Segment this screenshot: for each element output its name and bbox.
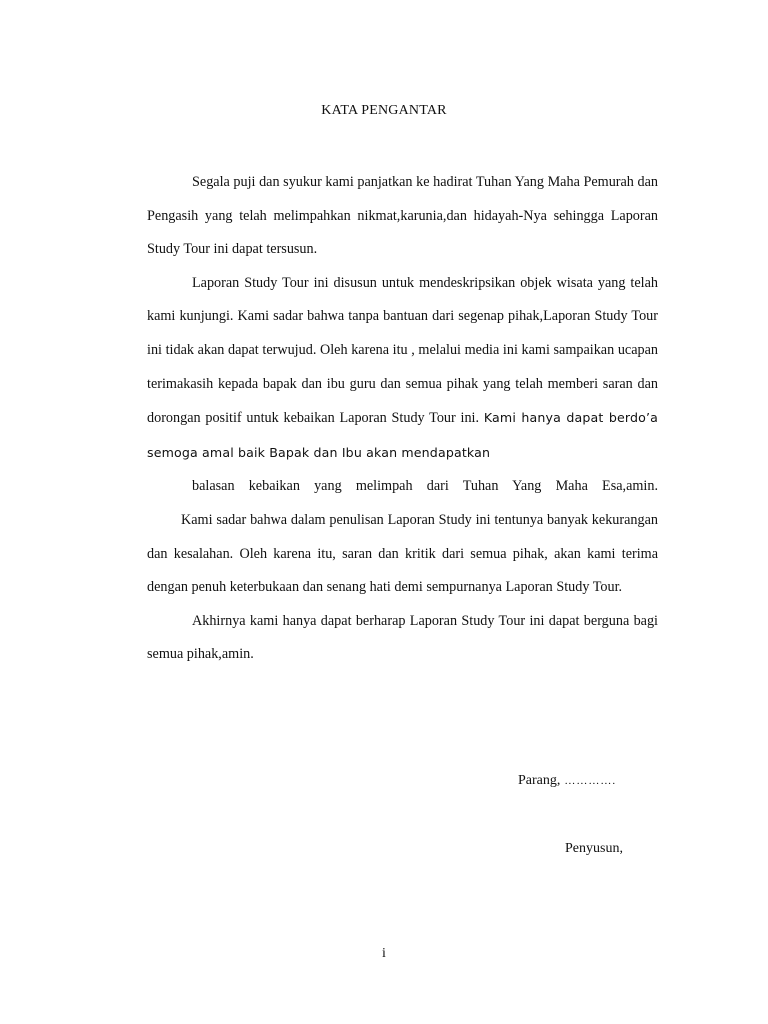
page-title: KATA PENGANTAR	[321, 103, 447, 118]
date-placeholder: ………….	[564, 775, 617, 787]
paragraph-purpose-prayer: Kami hanya dapat berdo’a semoga amal baik Bapak dan Ibu akan mendapatkan	[147, 410, 658, 460]
paragraph-purpose-ending: balasan kebaikan yang melimpah dari Tuhan Yang Maha Esa,amin.	[192, 478, 658, 495]
page-number: i	[382, 946, 386, 961]
place-name: Parang,	[518, 773, 561, 788]
paragraph-closing: Akhirnya kami hanya dapat berharap Laporan Study Tour ini dapat berguna bagi semua pihak,amin.	[147, 612, 658, 663]
place-date-line	[518, 773, 616, 789]
paragraph-apology: Kami sadar bahwa dalam penulisan Laporan Study ini tentunya banyak kekurangan dan kesalahan. Oleh karena itu, saran dan kritik dari semua pihak, akan kami terima dengan penuh keterbukaan dan senang hati demi sempurnanya Laporan Study Tour.	[147, 511, 658, 596]
paragraph-purpose-main: Laporan Study Tour ini disusun untuk mendeskripsikan objek wisata yang telah kami kunjungi. Kami sadar bahwa tanpa bantuan dari segenap pihak,Laporan Study Tour ini tidak akan dapat terwujud. Oleh karena itu , melalui media ini kami sampaikan ucapan terimakasih kepada bapak dan ibu guru dan semua pihak yang telah memberi saran dan dorongan positif untuk kebaikan Laporan Study Tour ini.	[147, 274, 658, 427]
signer-label: Penyusun,	[565, 841, 623, 856]
document-body	[147, 166, 658, 672]
paragraph-purpose	[147, 267, 658, 504]
paragraph-opening: Segala puji dan syukur kami panjatkan ke hadirat Tuhan Yang Maha Pemurah dan Pengasih yang telah melimpahkan nikmat,karunia,dan hidayah-Nya sehingga Laporan Study Tour ini dapat tersusun.	[147, 174, 658, 258]
